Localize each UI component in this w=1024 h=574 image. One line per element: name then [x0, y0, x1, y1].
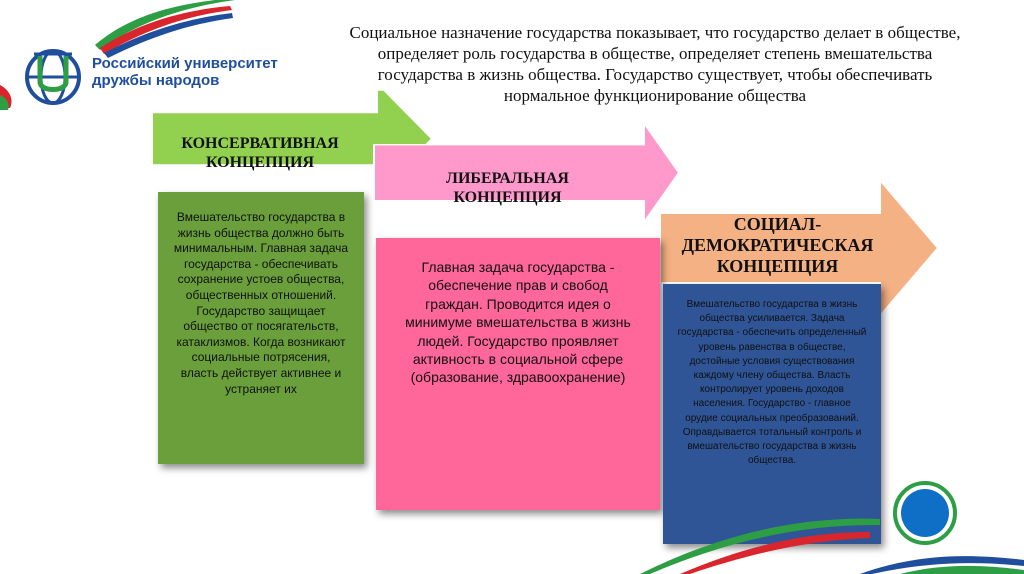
social-democratic-title: СОЦИАЛ-ДЕМОКРАТИЧЕСКАЯ КОНЦЕПЦИЯ [681, 213, 874, 276]
university-logo-icon [20, 46, 86, 108]
liberal-title: ЛИБЕРАЛЬНАЯ КОНЦЕПЦИЯ [446, 170, 569, 206]
page-heading: Социальное назначение государства показывает, что государство делает в обществе, определяет роль государства в обществе, определяет степень вмешательства государства в жизнь общества. Государство существует, чтобы обеспечивать нормальное функционирование общества [349, 23, 961, 105]
liberal-description: Главная задача государства - обеспечение прав и свобод граждан. Проводится идея о минимуме вмешательства в жизнь людей. Государство проявляет активность в социальной сфере (образование, здравоохранение) [405, 259, 631, 386]
university-name-line2: дружбы народов [92, 72, 220, 89]
university-name [92, 55, 278, 89]
circle-emblem-icon [890, 478, 960, 548]
conservative-description: Вмешательство государства в жизнь общества должно быть минимальным. Главная задача государства - обеспечивать сохранение устоев общества, общественных отношений. Государство защищает общество от посягательств, катаклизмов. Когда возникают социальные потрясения, власть действует активнее и устраняет их [173, 210, 349, 396]
conservative-card [158, 192, 364, 464]
liberal-card [376, 238, 660, 510]
university-name-line1: Российский университет [92, 55, 278, 72]
bottom-swoosh-decoration [0, 494, 1024, 574]
social-democratic-description: Вмешательство государства в жизнь общества усиливается. Задача государства - обеспечить определенный уровень равенства в обществе, достойные условия существования каждому члену общества. Власть контролирует уровень доходов населения. Государство - главное орудие социальных преобразований. Оправдывается тотальный контроль и вмешательство государства в жизнь общества. [677, 299, 867, 467]
conservative-title: КОНСЕРВАТИВНАЯ КОНЦЕПЦИЯ [181, 135, 339, 171]
